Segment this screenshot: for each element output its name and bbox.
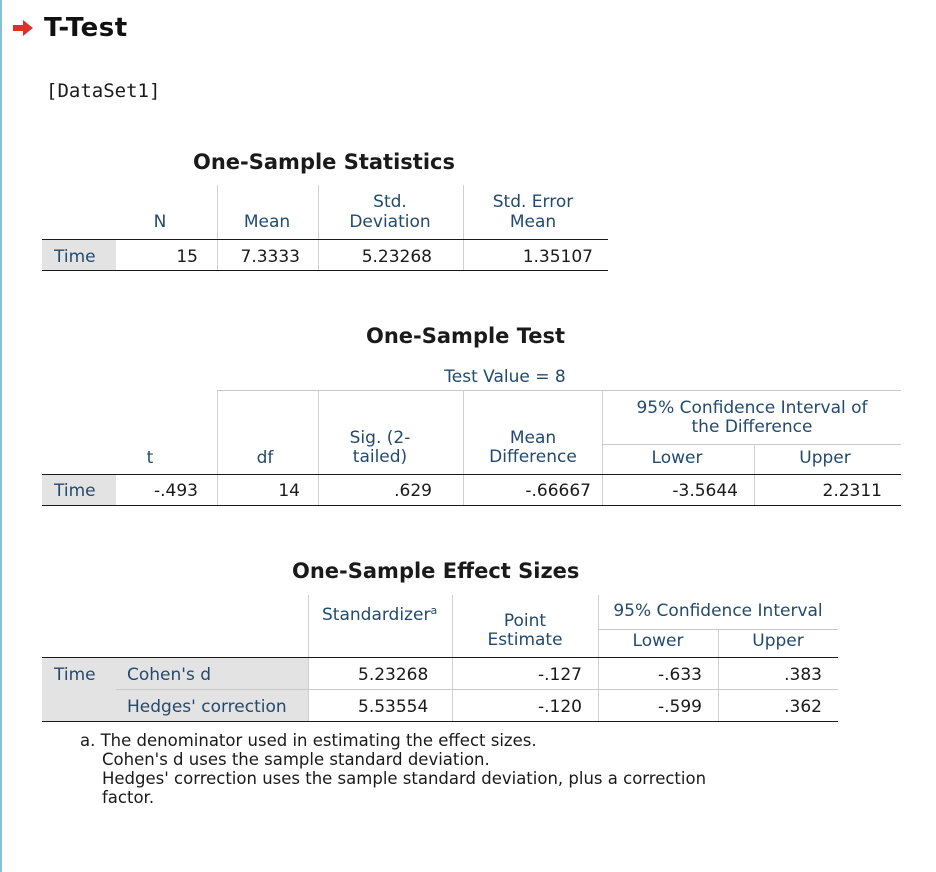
- header-point-estimate: Estimate: [487, 630, 563, 650]
- footnote-line: factor.: [102, 788, 155, 807]
- test-value-rule: [217, 390, 901, 391]
- cell-lower: -.599: [658, 697, 702, 717]
- row-label-hedges-correction: Hedges' correction: [127, 697, 287, 717]
- cell-upper: .383: [784, 665, 822, 685]
- cell-t: -.493: [154, 481, 198, 501]
- header-std-deviation: Std.: [373, 192, 407, 212]
- column-divider: [308, 595, 309, 722]
- header-std-error-mean: Mean: [509, 212, 557, 232]
- cell-lower: -.633: [658, 665, 702, 685]
- cell-standardizer: 5.53554: [358, 697, 429, 717]
- header-mean-difference: Mean: [509, 428, 557, 448]
- table-title: One-Sample Statistics: [193, 150, 455, 174]
- header-confidence-interval: 95% Confidence Interval: [613, 601, 823, 621]
- header-n: N: [153, 212, 167, 232]
- header-std-deviation: Deviation: [349, 212, 431, 232]
- arrow-right-icon: [12, 18, 34, 38]
- header-t: t: [146, 448, 154, 468]
- ci-header-rule: [598, 629, 838, 630]
- dataset-label: [DataSet1]: [46, 80, 161, 102]
- cell-upper: 2.2311: [822, 481, 882, 501]
- cell-df: 14: [278, 481, 300, 501]
- bottom-rule: [42, 505, 901, 506]
- header-lower: Lower: [651, 448, 703, 468]
- header-mean-difference: Difference: [489, 447, 577, 467]
- bottom-rule: [42, 721, 838, 722]
- header-confidence-interval: the Difference: [691, 417, 813, 437]
- header-sig: tailed): [352, 447, 408, 467]
- header-upper: Upper: [799, 448, 851, 468]
- cell-std-deviation: 5.23268: [361, 247, 432, 267]
- header-lower: Lower: [632, 631, 684, 651]
- header-upper: Upper: [752, 631, 804, 651]
- cell-lower: -3.5644: [672, 481, 738, 501]
- header-std-error-mean: Std. Error: [492, 192, 574, 212]
- output-panel-edge: [0, 0, 2, 872]
- header-mean: Mean: [243, 212, 291, 232]
- footnote-line: Hedges' correction uses the sample standard deviation, plus a correction: [102, 769, 707, 788]
- header-sig: Sig. (2-: [349, 428, 411, 448]
- cell-mean-difference: -.66667: [525, 481, 591, 501]
- ci-header-rule: [602, 444, 901, 445]
- row-label-time: Time: [54, 247, 96, 267]
- cell-point-estimate: -.127: [538, 665, 582, 685]
- cell-n: 15: [176, 247, 198, 267]
- row-divider: [116, 689, 838, 690]
- cell-point-estimate: -.120: [538, 697, 582, 717]
- header-df: df: [256, 448, 274, 468]
- footnote-marker[interactable]: a: [430, 604, 438, 617]
- footnote-line: Cohen's d uses the sample standard deviation.: [102, 750, 490, 769]
- header-confidence-interval: 95% Confidence Interval of: [636, 398, 868, 418]
- row-label-cohens-d: Cohen's d: [127, 665, 212, 685]
- header-rule: [42, 239, 608, 240]
- cell-mean: 7.3333: [240, 247, 300, 267]
- table-title: One-Sample Effect Sizes: [292, 559, 580, 583]
- bottom-rule: [42, 270, 608, 271]
- output-title: T-Test: [44, 13, 128, 43]
- header-standardizer-text: Standardizer: [322, 605, 431, 625]
- cell-sig: .629: [394, 481, 432, 501]
- table-title: One-Sample Test: [366, 324, 566, 348]
- footnote-line: a. The denominator used in estimating the effect sizes.: [80, 731, 537, 750]
- header-rule: [42, 474, 901, 475]
- cell-std-error-mean: 1.35107: [522, 247, 593, 267]
- row-label-time: Time: [54, 481, 96, 501]
- test-value: Test Value = 8: [444, 367, 566, 387]
- cell-upper: .362: [784, 697, 822, 717]
- row-group-label-time: Time: [54, 665, 96, 685]
- cell-standardizer: 5.23268: [358, 665, 429, 685]
- header-standardizer: [322, 601, 437, 625]
- header-point-estimate: Point: [503, 611, 547, 631]
- output-heading[interactable]: [12, 12, 128, 44]
